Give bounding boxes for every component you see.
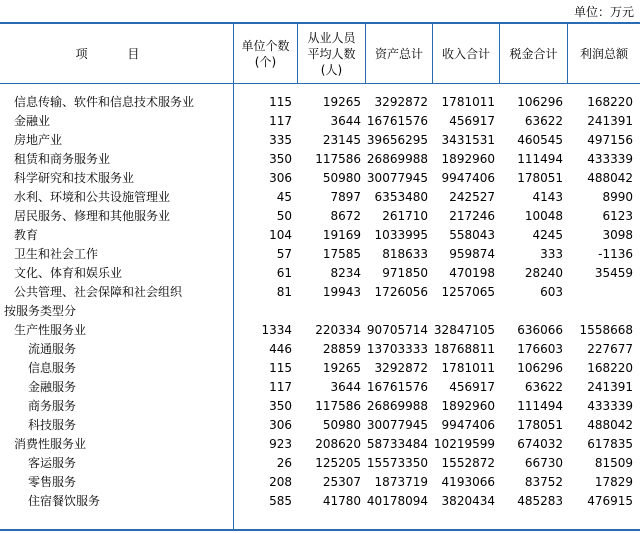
header-item [0,24,233,83]
cell-value: 8234 [330,266,361,280]
table-row [0,207,640,226]
row-label: 卫生和社会工作 [14,247,99,261]
cell-value: 30077945 [366,418,428,432]
table-row [0,359,640,378]
cell-value: 470198 [449,266,495,280]
cell-value: 90705714 [366,323,428,337]
cell-value: 35459 [594,266,633,280]
cell-value: 178051 [517,418,563,432]
cell-value: 57 [276,247,292,261]
row-label: 教育 [14,228,39,242]
cell-value: 1892960 [441,152,495,166]
row-label: 水利、环境和公共设施管理业 [14,190,171,204]
cell-value: 32847105 [433,323,495,337]
row-label: 房地产业 [14,133,63,147]
cell-value: 971850 [382,266,428,280]
table-row [0,435,640,454]
cell-value: 50 [276,209,292,223]
table-row [0,245,640,264]
header-units [234,24,297,83]
cell-value: 10219599 [433,437,495,451]
header-assets [366,24,432,83]
cell-value: 217246 [449,209,495,223]
cell-value: 111494 [517,399,563,413]
row-label: 流通服务 [28,342,77,356]
cell-value: 26869988 [366,399,428,413]
cell-value: 16761576 [366,380,428,394]
row-label: 科技服务 [28,418,77,432]
cell-value: 488042 [587,171,633,185]
table-row [0,283,640,302]
cell-value: 17585 [322,247,361,261]
row-label: 按服务类型分 [4,304,77,318]
cell-value: 241391 [587,380,633,394]
cell-value: 3820434 [441,494,495,508]
cell-value: 45 [276,190,292,204]
cell-value: 476915 [587,494,633,508]
cell-value: 350 [269,399,292,413]
cell-value: 603 [540,285,563,299]
cell-value: 585 [269,494,292,508]
table-row [0,131,640,150]
table-row [0,473,640,492]
cell-value: 3292872 [374,361,428,375]
cell-value: 30077945 [366,171,428,185]
cell-value: 1892960 [441,399,495,413]
cell-value: 1334 [261,323,292,337]
row-label: 信息服务 [28,361,77,375]
cell-value: 104 [269,228,292,242]
cell-value: 636066 [517,323,563,337]
table-row [0,397,640,416]
cell-value: 83752 [524,475,563,489]
row-label: 商务服务 [28,399,77,413]
cell-value: 63622 [524,114,563,128]
cell-value: -1136 [598,247,633,261]
cell-value: 497156 [587,133,633,147]
header-revenue [433,24,499,83]
cell-value: 959874 [449,247,495,261]
table-row [0,226,640,245]
row-label: 公共管理、社会保障和社会组织 [14,285,183,299]
table-row [0,188,640,207]
header-tax-label: 税金合计 [509,46,558,61]
header-profit-label: 利润总额 [579,46,628,61]
cell-value: 15573350 [366,456,428,470]
cell-value: 485283 [517,494,563,508]
header-units-label: 单位个数 (个) [241,38,290,69]
cell-value: 16761576 [366,114,428,128]
cell-value: 227677 [587,342,633,356]
row-label: 住宿餐饮服务 [28,494,101,508]
cell-value: 261710 [382,209,428,223]
cell-value: 19265 [322,95,361,109]
cell-value: 3644 [330,380,361,394]
header-item-label: 项 目 [75,46,158,61]
cell-value: 19943 [322,285,361,299]
cell-value: 460545 [517,133,563,147]
cell-value: 1781011 [441,361,495,375]
cell-value: 61 [276,266,292,280]
table-row [0,454,640,473]
cell-value: 39656295 [366,133,428,147]
cell-value: 26 [276,456,292,470]
cell-value: 178051 [517,171,563,185]
cell-value: 8990 [602,190,633,204]
cell-value: 50980 [322,171,361,185]
table-row [0,112,640,131]
cell-value: 617835 [587,437,633,451]
cell-value: 28240 [524,266,563,280]
cell-value: 433339 [587,152,633,166]
cell-value: 208620 [315,437,361,451]
cell-value: 306 [269,418,292,432]
cell-value: 1781011 [441,95,495,109]
row-label: 生产性服务业 [14,323,87,337]
cell-value: 63622 [524,380,563,394]
row-label: 消费性服务业 [14,437,87,451]
cell-value: 818633 [382,247,428,261]
cell-value: 446 [269,342,292,356]
cell-value: 208 [269,475,292,489]
row-label: 金融业 [14,114,51,128]
cell-value: 28859 [322,342,361,356]
cell-value: 13703333 [366,342,428,356]
cell-value: 106296 [517,95,563,109]
table-row [0,150,640,169]
cell-value: 335 [269,133,292,147]
cell-value: 19169 [322,228,361,242]
cell-value: 333 [540,247,563,261]
cell-value: 168220 [587,95,633,109]
cell-value: 176603 [517,342,563,356]
header-employees-label: 从业人员 平均人数 (人) [307,30,356,77]
unit-label: 单位：万元 [573,5,634,19]
table-bottom-border [0,529,640,531]
table-row [0,93,640,112]
row-label: 文化、体育和娱乐业 [14,266,123,280]
cell-value: 115 [269,95,292,109]
cell-value: 8672 [330,209,361,223]
table-row [0,169,640,188]
cell-value: 50980 [322,418,361,432]
cell-value: 66730 [524,456,563,470]
cell-value: 9947406 [441,418,495,432]
cell-value: 4193066 [441,475,495,489]
cell-value: 6353480 [374,190,428,204]
cell-value: 306 [269,171,292,185]
cell-value: 41780 [322,494,361,508]
cell-value: 7897 [330,190,361,204]
cell-value: 111494 [517,152,563,166]
cell-value: 3292872 [374,95,428,109]
table-row [0,340,640,359]
header-assets-label: 资产总计 [374,46,423,61]
row-label: 金融服务 [28,380,77,394]
cell-value: 488042 [587,418,633,432]
cell-value: 19265 [322,361,361,375]
table-row [0,302,640,321]
header-employees [298,24,365,83]
cell-value: 3644 [330,114,361,128]
row-label: 零售服务 [28,475,77,489]
cell-value: 558043 [449,228,495,242]
cell-value: 106296 [517,361,563,375]
cell-value: 1726056 [374,285,428,299]
cell-value: 115 [269,361,292,375]
cell-value: 1033995 [374,228,428,242]
cell-value: 923 [269,437,292,451]
cell-value: 1873719 [374,475,428,489]
cell-value: 242527 [449,190,495,204]
cell-value: 125205 [315,456,361,470]
cell-value: 1257065 [441,285,495,299]
cell-value: 18768811 [433,342,495,356]
cell-value: 4245 [532,228,563,242]
cell-value: 117586 [315,399,361,413]
cell-value: 1552872 [441,456,495,470]
cell-value: 26869988 [366,152,428,166]
table-row [0,378,640,397]
row-label: 客运服务 [28,456,77,470]
table-row [0,264,640,283]
row-label: 信息传输、软件和信息技术服务业 [14,95,195,109]
cell-value: 17829 [594,475,633,489]
cell-value: 58733484 [366,437,428,451]
header-tax [500,24,567,83]
row-label: 租赁和商务服务业 [14,152,111,166]
cell-value: 1558668 [579,323,633,337]
header-profit [568,24,640,83]
cell-value: 117 [269,114,292,128]
cell-value: 3098 [602,228,633,242]
cell-value: 168220 [587,361,633,375]
cell-value: 117 [269,380,292,394]
cell-value: 81509 [594,456,633,470]
cell-value: 3431531 [441,133,495,147]
cell-value: 433339 [587,399,633,413]
cell-value: 456917 [449,114,495,128]
table-row [0,416,640,435]
table-row [0,492,640,511]
header-bottom-border [0,83,640,84]
table-row [0,321,640,340]
row-label: 科学研究和技术服务业 [14,171,135,185]
cell-value: 10048 [524,209,563,223]
row-label: 居民服务、修理和其他服务业 [14,209,171,223]
cell-value: 25307 [322,475,361,489]
cell-value: 456917 [449,380,495,394]
cell-value: 40178094 [366,494,428,508]
cell-value: 241391 [587,114,633,128]
cell-value: 9947406 [441,171,495,185]
cell-value: 117586 [315,152,361,166]
cell-value: 350 [269,152,292,166]
cell-value: 674032 [517,437,563,451]
cell-value: 23145 [322,133,361,147]
cell-value: 81 [276,285,292,299]
cell-value: 4143 [532,190,563,204]
header-revenue-label: 收入合计 [441,46,490,61]
cell-value: 220334 [315,323,361,337]
cell-value: 6123 [602,209,633,223]
